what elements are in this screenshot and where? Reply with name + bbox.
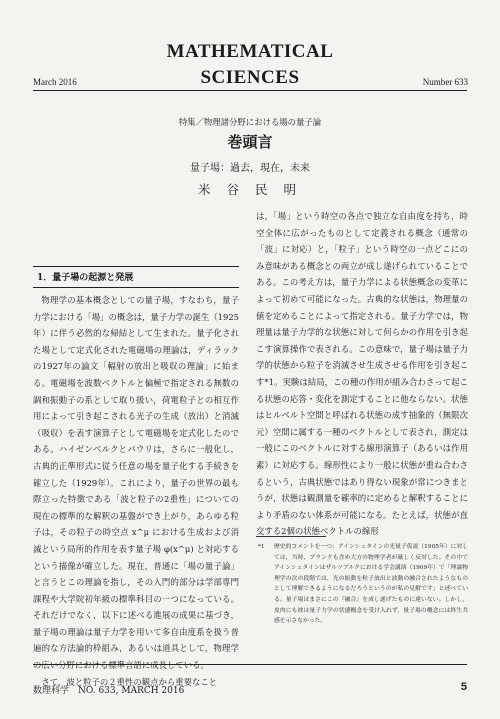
footnote	[258, 542, 468, 627]
body-paragraph: さて，波と粒子の２重性の観点から重要なこと	[41, 676, 218, 687]
body-column-right	[256, 208, 468, 540]
body-column-left	[33, 292, 239, 690]
body-paragraph: は，「場」という時空の各点で独立な自由度を持ち，時空全体に広がったものとして定義される概念（通常の「波」に対応）と，「粒子」という時空の一点どこにのみ意味がある概念との両立が成し遂げられていることである。この考え方は，量子力学による状態概念の変革によって初めて可能になった。古典的な状態は，物理量の値を定めることによって指定される。量子力学では，物理量は量子力学的な状態に対して何らかの作用を引き起こす演算操作で表される。この意味で，量子場は量子力学的状態から粒子を消滅させ生成させる作用を引き起こす*1。実験は結局，この種の作用が組み合わさって起こる状態の応答・変化を測定することに他ならない。状態はヒルベルト空間と呼ばれる状態の成す抽象的（無限次元）空間に属する一種のベクトルとして表され，測定は一般にこのベクトルに対する線形演算子（あるいは作用素）に対応する。線形性により一般に状態が重ね合わさるという，古典状態ではあり得ない現象が常につきまとうが，状態は観測量を確率的に定めると解釈することにより矛盾のない体系が可能になる。たとえば，状態が直交する2個の状態ベクトルの線形	[256, 211, 468, 537]
footnote-rule	[256, 536, 326, 537]
article-title: 巻頭言	[227, 133, 273, 151]
author-name: 米 谷 民 明	[198, 182, 302, 197]
page-number: 5	[460, 681, 467, 693]
article-subtitle: 量子場：過去，現在，未来	[190, 163, 310, 174]
footnote-text: 歴史的コメントを一つ：アインシュタインの光量子仮説（1905年）に対しては，当時，プランクも含め大方の物理学者が厳しく反対した。その中でアインシュタインはザルツブルクにおける学会講演（1909年）で「理論物理学の次の段階では，光の振動を粒子放出と波動の融合されたようなものとして理解できるようになるだろうというのが私の見解です」と述べている。量子場はまさにこの『融合』を成し遂げたものに違いない。しかし，皮肉にも彼は量子力学の状態概念を受け入れず，量子場の概念には終生共感を示さなかった。	[274, 544, 468, 625]
footer-rule	[33, 664, 467, 665]
issue-number: Number 633	[422, 77, 468, 87]
footer-journal-info: 数理科学 NO. 633, MARCH 2016	[33, 686, 185, 696]
issue-date: March 2016	[33, 77, 77, 87]
journal-title-line2: SCIENCES	[200, 67, 300, 88]
header-rule	[33, 90, 467, 91]
journal-title-line1: MATHEMATICAL	[166, 41, 334, 62]
section-heading: 1．量子場の起源と発展	[37, 273, 134, 283]
footnote-mark: *1	[258, 544, 265, 550]
body-paragraph: 物理学の基本概念としての量子場，すなわち，量子力学における「場」の概念は，量子力学の誕生（1925年）に伴う必然的な帰結として生まれた。量子化された場として定式化された電磁場の理論は，ディラックの1927年の論文「輻射の放出と吸収の理論」に始まる。電磁場を波数ベクトルと偏極で指定される無数の調和振動子の系として取り扱い，荷電粒子との相互作用によって引き起こされる光子の生成（放出）と消滅（吸収）を表す演算子として電磁場を定式化したのである。ハイゼンベルクとパウリは，さらに一般化し，古典的正準形式に従う任意の場を量子化する手続きを確立した（1929年）。これにより，量子の世界の最も際立った特徴である「波と粒子の2重性」についての現在の標準的な解釈の基盤ができ上がり，あらゆる粒子は，その粒子の時空点 x^μ における生成および消滅という局所的作用を表す量子場 φ(x^μ) と対応するという描像が確立した。現在，普通に「場の量子論」と言うとこの理論を指し，その入門的部分は学部専門課程や大学院初年級の標準科目の一つになっている。それだけでなく，以下に述べる進展の成果に基づき，量子場の理論は量子力学を用いて多自由度系を扱う普遍的な方法論的枠組み，あるいは道具として，物理学の広い分野における標準言語に成長している。	[33, 295, 239, 671]
feature-label: 特集／物理諸分野における場の量子論	[178, 117, 322, 127]
